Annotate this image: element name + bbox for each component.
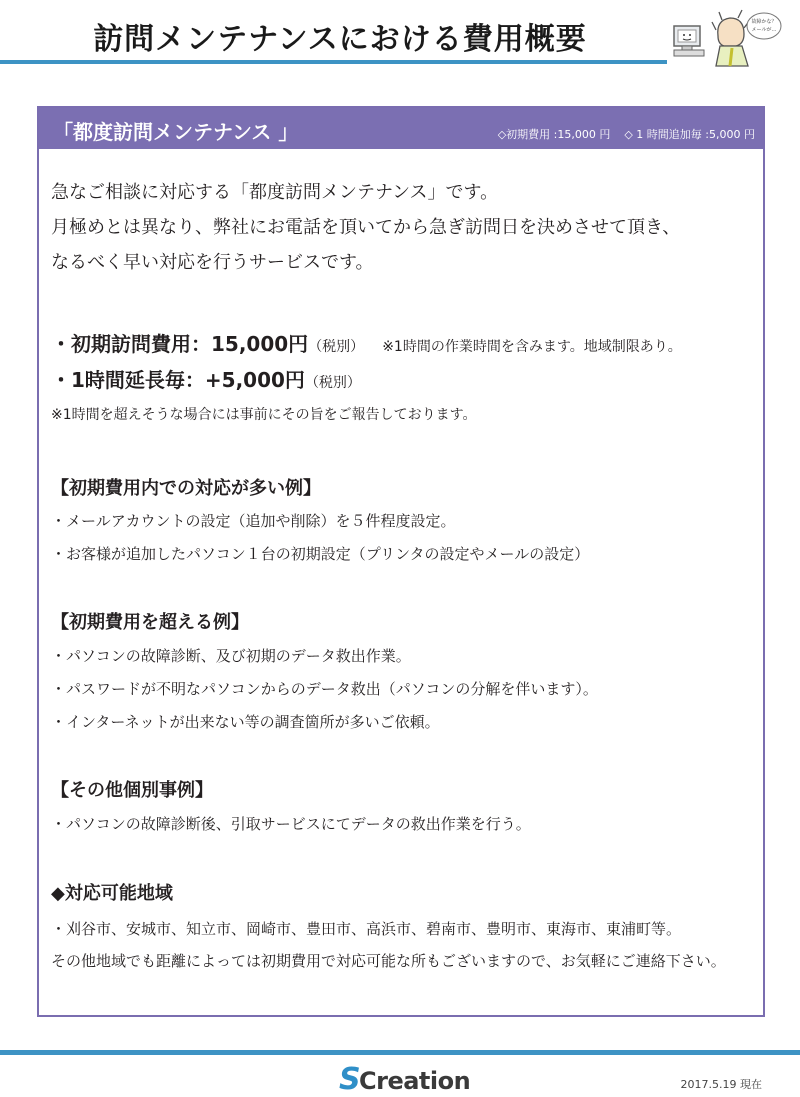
intro-line: 急なご相談に対応する「都度訪問メンテナンス」です。: [51, 182, 499, 203]
page-header: [0, 0, 800, 70]
as-of-date: 2017.5.19 現在: [680, 1078, 762, 1091]
svg-text:故障かな？: 故障かな？: [751, 19, 777, 25]
section-list: [51, 808, 531, 841]
title-underline: [0, 60, 667, 64]
initial-fee-note: ※1時間の作業時間を含みます。地域制限あり。: [382, 339, 682, 355]
list-item: ・パスワードが不明なパソコンからのデータ救出（パソコンの分解を伴います）。: [51, 680, 598, 698]
panel-title: 「都度訪問メンテナンス 」: [53, 120, 299, 144]
speech-bubble: [747, 13, 781, 39]
person-icon: [712, 10, 750, 66]
page-title: 訪問メンテナンスにおける費用概要: [93, 22, 587, 57]
fee-hourly-summary: ◇ 1 時間追加毎 :5,000 円: [624, 128, 755, 141]
list-item: ・メールアカウントの設定（追加や削除）を５件程度設定。: [51, 512, 456, 530]
panel-header: [39, 108, 763, 149]
intro-line: なるべく早い対応を行うサービスです。: [51, 252, 374, 273]
svg-text:メールが…: メールが…: [751, 27, 777, 33]
logo-mark: S: [339, 1062, 361, 1097]
logo-text: Creation: [359, 1067, 471, 1095]
intro-line: 月極めとは異なり、弊社にお電話を頂いてから急ぎ訪問日を決めさせて頂き、: [51, 217, 681, 238]
area-text: [51, 913, 751, 977]
initial-fee-line: [51, 328, 682, 357]
area-note: その他地域でも距離によっては初期費用で対応可能な所もございますので、お気軽にご連絡下さい。: [51, 952, 726, 970]
extension-fee-label: ・1時間延長毎：+5,000円: [51, 368, 305, 392]
service-panel: [37, 106, 765, 1017]
confused-user-illustration: [672, 6, 782, 68]
section-list: [51, 505, 589, 571]
footer-rule: [0, 1050, 800, 1055]
list-item: ・パソコンの故障診断、及び初期のデータ救出作業。: [51, 647, 411, 665]
list-item: ・パソコンの故障診断後、引取サービスにてデータの救出作業を行う。: [51, 815, 531, 833]
area-cities: ・刈谷市、安城市、知立市、岡崎市、豊田市、高浜市、碧南市、豊明市、東海市、東浦町等。: [51, 920, 682, 938]
extension-fee-tax: （税別）: [304, 375, 361, 391]
computer-icon: [674, 26, 704, 56]
fee-initial-summary: ◇初期費用 :15,000 円: [497, 128, 611, 141]
section-list: [51, 640, 598, 739]
area-heading: ◆対応可能地域: [51, 883, 173, 904]
section-heading: 【初期費用内での対応が多い例】: [51, 478, 321, 499]
section-heading: 【初期費用を超える例】: [51, 612, 249, 633]
list-item: ・お客様が追加したパソコン１台の初期設定（プリンタの設定やメールの設定）: [51, 545, 590, 563]
section-heading: 【その他個別事例】: [51, 780, 213, 801]
fee-note: ※1時間を超えそうな場合には事前にその旨をご報告しております。: [51, 407, 477, 423]
intro-text: [51, 175, 680, 280]
initial-fee-label: ・初期訪問費用：15,000円: [51, 332, 309, 356]
extension-fee-line: [51, 364, 361, 393]
creation-logo: [339, 1064, 469, 1096]
panel-fee-summary: [484, 126, 755, 142]
list-item: ・インターネットが出来ない等の調査箇所が多いご依頼。: [51, 713, 440, 731]
initial-fee-tax: （税別）: [308, 339, 365, 355]
